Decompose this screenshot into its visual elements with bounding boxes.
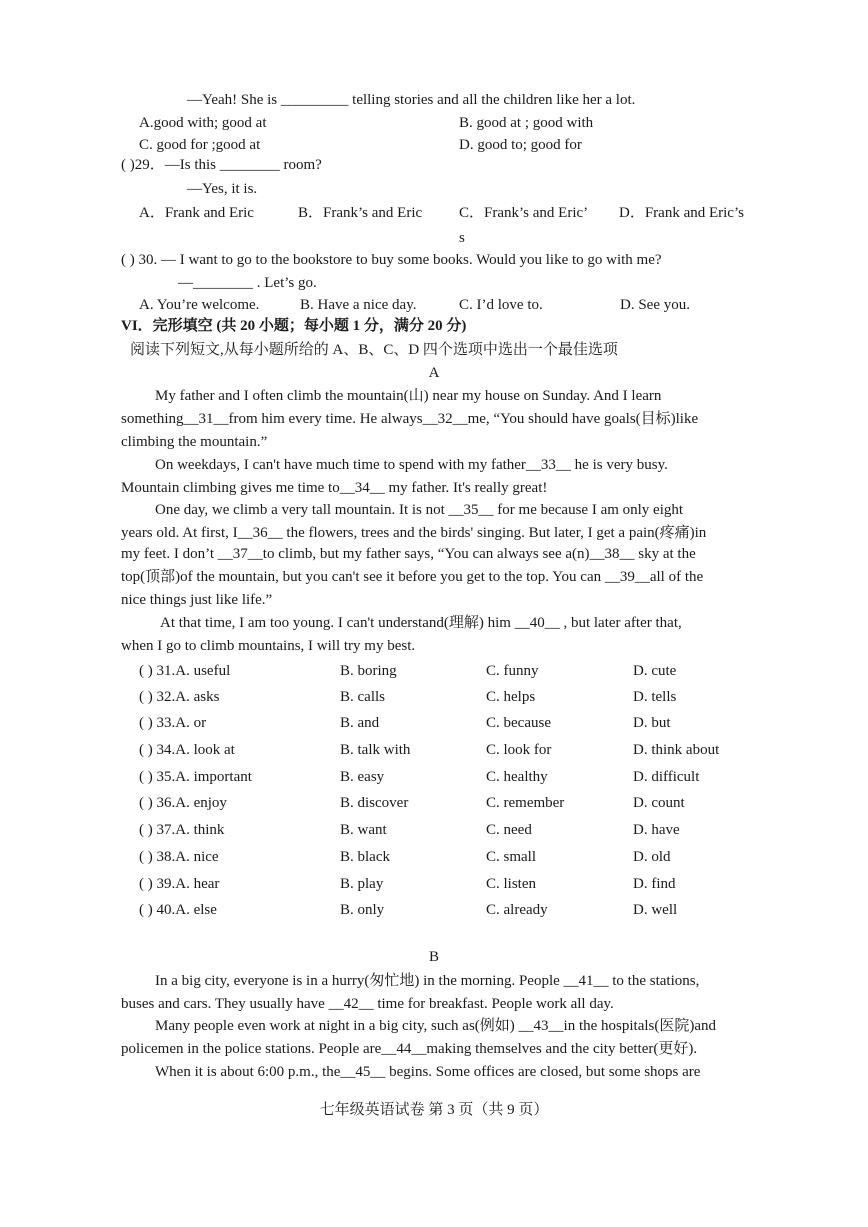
q28-option-b: B. good at ; good with — [459, 115, 594, 131]
option-row-num: ( ) 33.A. or — [139, 715, 207, 731]
passage-a-line: At that time, I am too young. I can't understand(理解) him __40__ , but later after that, — [160, 615, 682, 631]
passage-b-line: When it is about 6:00 p.m., the__45__ begins. Some offices are closed, but some shops are — [155, 1064, 701, 1080]
q29-stem: ( )29．—Is this ________ room? — [121, 157, 322, 173]
option-row-c: C. look for — [486, 742, 552, 758]
passage-a-line: Mountain climbing gives me time to__34__ my father. It's really great! — [121, 480, 548, 496]
option-row-num: ( ) 34.A. look at — [139, 742, 235, 758]
q30-option-b: B. Have a nice day. — [300, 297, 417, 313]
option-row-c: C. helps — [486, 689, 536, 705]
passage-a-line: top(顶部)of the mountain, but you can't see it before you get to the top. You can __39__all of the — [121, 569, 704, 585]
q29-option-b: B．Frank’s and Eric — [298, 205, 423, 221]
option-row-num: ( ) 40.A. else — [139, 902, 217, 918]
option-row-b: B. want — [340, 822, 387, 838]
section-title: VI．完形填空 (共 20 小题；每小题 1 分，满分 20 分) — [121, 318, 467, 334]
option-row-d: D. have — [633, 822, 680, 838]
passage-b-line: buses and cars. They usually have __42__ time for breakfast. People work all day. — [121, 996, 614, 1012]
option-row-b: B. only — [340, 902, 385, 918]
option-row-b: B. calls — [340, 689, 385, 705]
passage-b-line: policemen in the police stations. People are__44__making themselves and the city better(更好). — [121, 1041, 698, 1057]
option-row-d: D. tells — [633, 689, 677, 705]
option-row-d: D. count — [633, 795, 685, 811]
option-row-num: ( ) 32.A. asks — [139, 689, 220, 705]
option-row-b: B. black — [340, 849, 390, 865]
section-instruction: 阅读下列短文,从每小题所给的 A、B、C、D 四个选项中选出一个最佳选项 — [130, 342, 618, 358]
option-row-num: ( ) 36.A. enjoy — [139, 795, 227, 811]
option-row-num: ( ) 37.A. think — [139, 822, 225, 838]
passage-a-line: my feet. I don’t __37__to climb, but my father says, “You can always see a(n)__38__ sky at the — [121, 546, 696, 562]
option-row-d: D. old — [633, 849, 671, 865]
option-row-num: ( ) 39.A. hear — [139, 876, 220, 892]
passage-b-label: B — [428, 949, 439, 965]
option-row-c: C. healthy — [486, 769, 548, 785]
q29-option-a: A．Frank and Eric — [139, 205, 254, 221]
option-row-num: ( ) 38.A. nice — [139, 849, 219, 865]
option-row-d: D. but — [633, 715, 671, 731]
option-row-c: C. need — [486, 822, 532, 838]
option-row-d: D. find — [633, 876, 676, 892]
option-row-d: D. difficult — [633, 769, 700, 785]
passage-b-line: Many people even work at night in a big city, such as(例如) __43__in the hospitals(医院)and — [155, 1018, 716, 1034]
option-row-c: C. listen — [486, 876, 537, 892]
passage-a-line: On weekdays, I can't have much time to spend with my father__33__ he is very busy. — [155, 457, 668, 473]
q28-stem: —Yeah! She is _________ telling stories and all the children like her a lot. — [187, 92, 636, 108]
option-row-b: B. easy — [340, 769, 385, 785]
passage-a-line: when I go to climb mountains, I will try my best. — [121, 638, 416, 654]
q30-option-d: D. See you. — [620, 297, 690, 313]
option-row-b: B. boring — [340, 663, 397, 679]
q30-reply: —________ . Let’s go. — [178, 275, 317, 291]
passage-b-line: In a big city, everyone is in a hurry(匆忙地) in the morning. People __41__ to the stations, — [155, 973, 700, 989]
option-row-b: B. talk with — [340, 742, 411, 758]
option-row-b: B. and — [340, 715, 380, 731]
option-row-c: C. small — [486, 849, 537, 865]
option-row-c: C. because — [486, 715, 551, 731]
passage-a-line: something__31__from him every time. He always__32__me, “You should have goals(目标)like — [121, 411, 699, 427]
passage-a-line: years old. At first, I__36__ the flowers, trees and the birds' singing. But later, I get a pain(疼痛)in — [121, 525, 707, 541]
q29-answer: —Yes, it is. — [187, 181, 258, 197]
q30-option-c: C. I’d love to. — [459, 297, 543, 313]
q28-option-a: A.good with; good at — [139, 115, 267, 131]
passage-a-line: climbing the mountain.” — [121, 434, 268, 450]
q29-option-c: C．Frank’s and Eric’ — [459, 205, 589, 221]
q28-option-d: D. good to; good for — [459, 137, 582, 153]
option-row-d: D. think about — [633, 742, 720, 758]
option-row-c: C. funny — [486, 663, 539, 679]
passage-a-line: My father and I often climb the mountain(山) near my house on Sunday. And I learn — [155, 388, 662, 404]
option-row-d: D. well — [633, 902, 678, 918]
q30-stem: ( ) 30. — I want to go to the bookstore to buy some books. Would you like to go with me? — [121, 252, 662, 268]
passage-a-line: One day, we climb a very tall mountain. It is not __35__ for me because I am only eight — [155, 502, 684, 518]
option-row-b: B. discover — [340, 795, 409, 811]
passage-a-label: A — [428, 365, 440, 381]
q29-option-c-wrap: s — [459, 230, 465, 246]
q30-option-a: A. You’re welcome. — [139, 297, 260, 313]
option-row-d: D. cute — [633, 663, 677, 679]
option-row-c: C. already — [486, 902, 548, 918]
option-row-num: ( ) 35.A. important — [139, 769, 252, 785]
option-row-b: B. play — [340, 876, 384, 892]
page-footer: 七年级英语试卷 第 3 页（共 9 页） — [319, 1102, 549, 1118]
q28-option-c: C. good for ;good at — [139, 137, 261, 153]
option-row-num: ( ) 31.A. useful — [139, 663, 231, 679]
option-row-c: C. remember — [486, 795, 565, 811]
q29-option-d: D．Frank and Eric’s — [619, 205, 744, 221]
passage-a-line: nice things just like life.” — [121, 592, 273, 608]
